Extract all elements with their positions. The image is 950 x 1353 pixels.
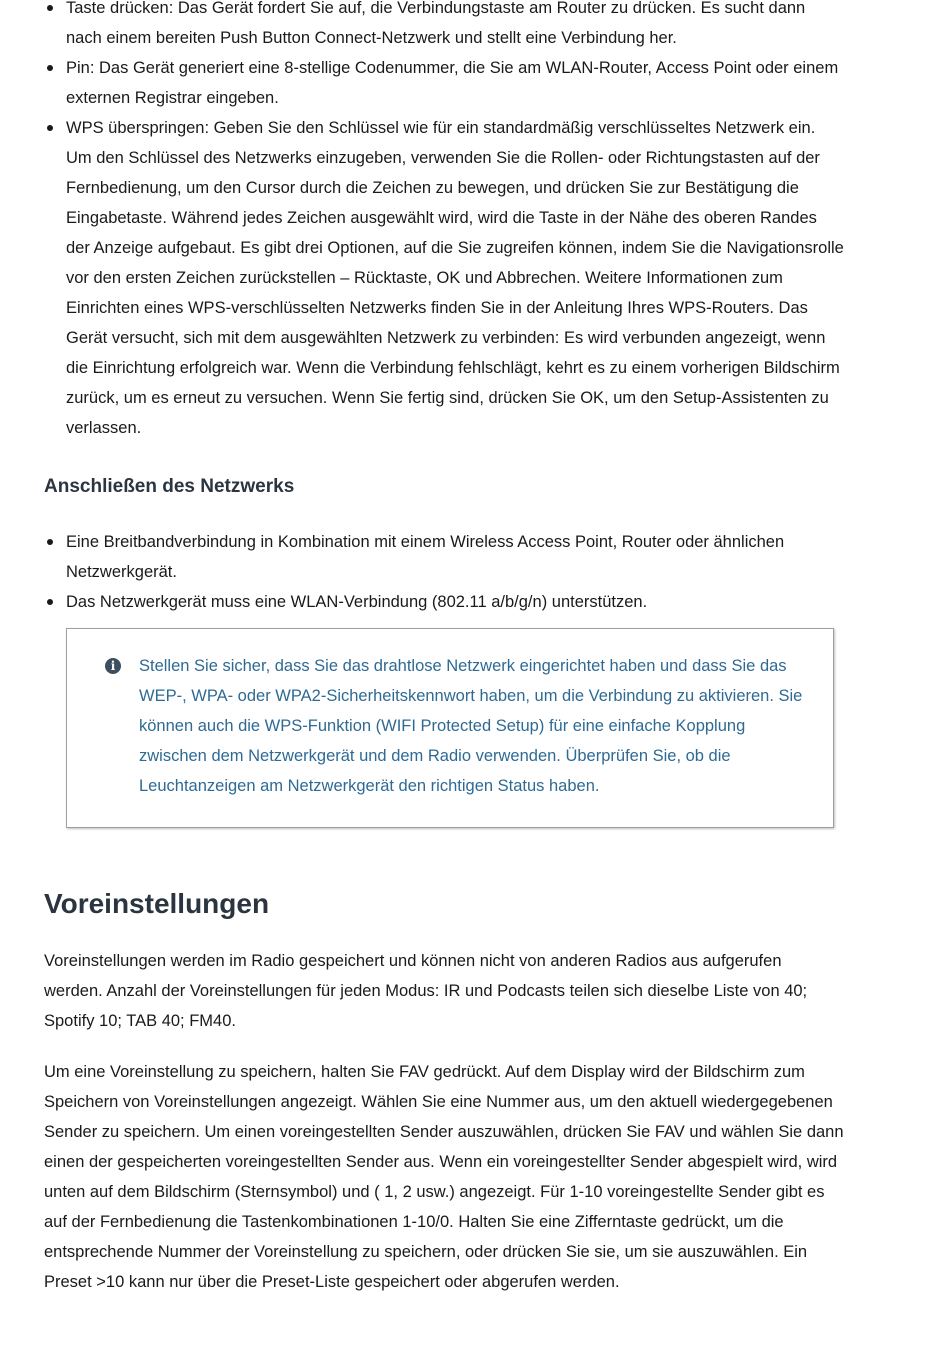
list-item-text: Taste drücken: Das Gerät fordert Sie auf, die Verbindungstaste am Router zu drücken. Es sucht dann nach einem bereiten Push Button Connect-Netzwerk und stellt eine Verbindung her. (66, 0, 806, 47)
network-requirements-list (44, 527, 844, 617)
bullet-icon (47, 539, 53, 545)
bullet-icon (47, 599, 53, 605)
presets-heading: Voreinstellungen (44, 888, 270, 919)
list-item-text: Eine Breitbandverbindung in Kombination mit einem Wireless Access Point, Router oder ähnlichen Netzwerkgerät. (66, 533, 785, 581)
bullet-icon (47, 5, 53, 11)
presets-paragraph-2: Um eine Voreinstellung zu speichern, halten Sie FAV gedrückt. Auf dem Display wird der Bildschirm zum Speichern von Voreinstellungen angezeigt. Wählen Sie eine Nummer aus, um den aktuell wiedergegebenen Sender zu speichern. Um einen voreingestellten Sender auszuwählen, drücken Sie FAV und wählen Sie dann einen der gespeicherten voreingestellten Sender aus. Wenn ein voreingestellter Sender abgespielt wird, wird unten auf dem Bildschirm (Sternsymbol) und ( 1, 2 usw.) angezeigt. Für 1-10 voreingestellte Sender gibt es auf der Fernbedienung die Tastenkombinationen 1-10/0. Halten Sie eine Zifferntaste gedrückt, um die entsprechende Nummer der Voreinstellung zu speichern, oder drücken Sie sie, um sie auszuwählen. Ein Preset >10 kann nur über die Preset-Liste gespeichert oder abgerufen werden. (44, 1063, 844, 1291)
list-item-text: WPS überspringen: Geben Sie den Schlüssel wie für ein standardmäßig verschlüsseltes Netzwerk ein. Um den Schlüssel des Netzwerks einzugeben, verwenden Sie die Rollen- oder Richtungstasten auf der Fernbedienung, um den Cursor durch die Zeichen zu bewegen, und drücken Sie zur Bestätigung die Eingabetaste. Während jedes Zeichen ausgewählt wird, wird die Taste in der Nähe des oberen Randes der Anzeige aufgebaut. Es gibt drei Optionen, auf die Sie zugreifen können, indem Sie die Navigationsrolle vor den ersten Zeichen zurückstellen – Rücktaste, OK und Abbrechen. Weitere Informationen zum Einrichten eines WPS-verschlüsselten Netzwerks finden Sie in der Anleitung Ihres WPS-Routers. Das Gerät versucht, sich mit dem ausgewählten Netzwerk zu verbinden: Es wird verbunden angezeigt, wenn die Einrichtung erfolgreich war. Wenn die Verbindung fehlschlägt, kehrt es zu einem vorherigen Bildschirm zurück, um es erneut zu versuchen. Wenn Sie fertig sind, drücken Sie OK, um den Setup-Assistenten zu verlassen. (66, 119, 844, 437)
bullet-icon (47, 125, 53, 131)
list-item-text: Pin: Das Gerät generiert eine 8-stellige Codenummer, die Sie am WLAN-Router, Access Point oder einem externen Registrar eingeben. (66, 59, 839, 107)
list-item-text: Das Netzwerkgerät muss eine WLAN-Verbindung (802.11 a/b/g/n) unterstützen. (66, 593, 648, 611)
bullet-icon (47, 65, 53, 71)
info-icon: i (105, 658, 121, 674)
list-item (44, 53, 844, 113)
list-item (44, 587, 844, 617)
info-note-text: Stellen Sie sicher, dass Sie das drahtlose Netzwerk eingerichtet haben und dass Sie das WEP-, WPA- oder WPA2-Sicherheitskennwort haben, um die Verbindung zu aktivieren. Sie können auch die WPS-Funktion (WIFI Protected Setup) für eine einfache Kopplung zwischen dem Netzwerkgerät und dem Radio verwenden. Überprüfen Sie, ob die Leuchtanzeigen am Netzwerkgerät den richtigen Status haben. (139, 657, 803, 795)
list-item (44, 527, 844, 587)
network-heading: Anschließen des Netzwerks (44, 476, 295, 497)
presets-paragraph-1: Voreinstellungen werden im Radio gespeichert und können nicht von anderen Radios aus aufgerufen werden. Anzahl der Voreinstellungen für jeden Modus: IR und Podcasts teilen sich dieselbe Liste von 40; Spotify 10; TAB 40; FM40. (44, 952, 808, 1030)
wps-options-list (44, 0, 844, 443)
list-item (44, 113, 844, 443)
list-item (44, 0, 844, 53)
info-note-box (66, 628, 834, 828)
